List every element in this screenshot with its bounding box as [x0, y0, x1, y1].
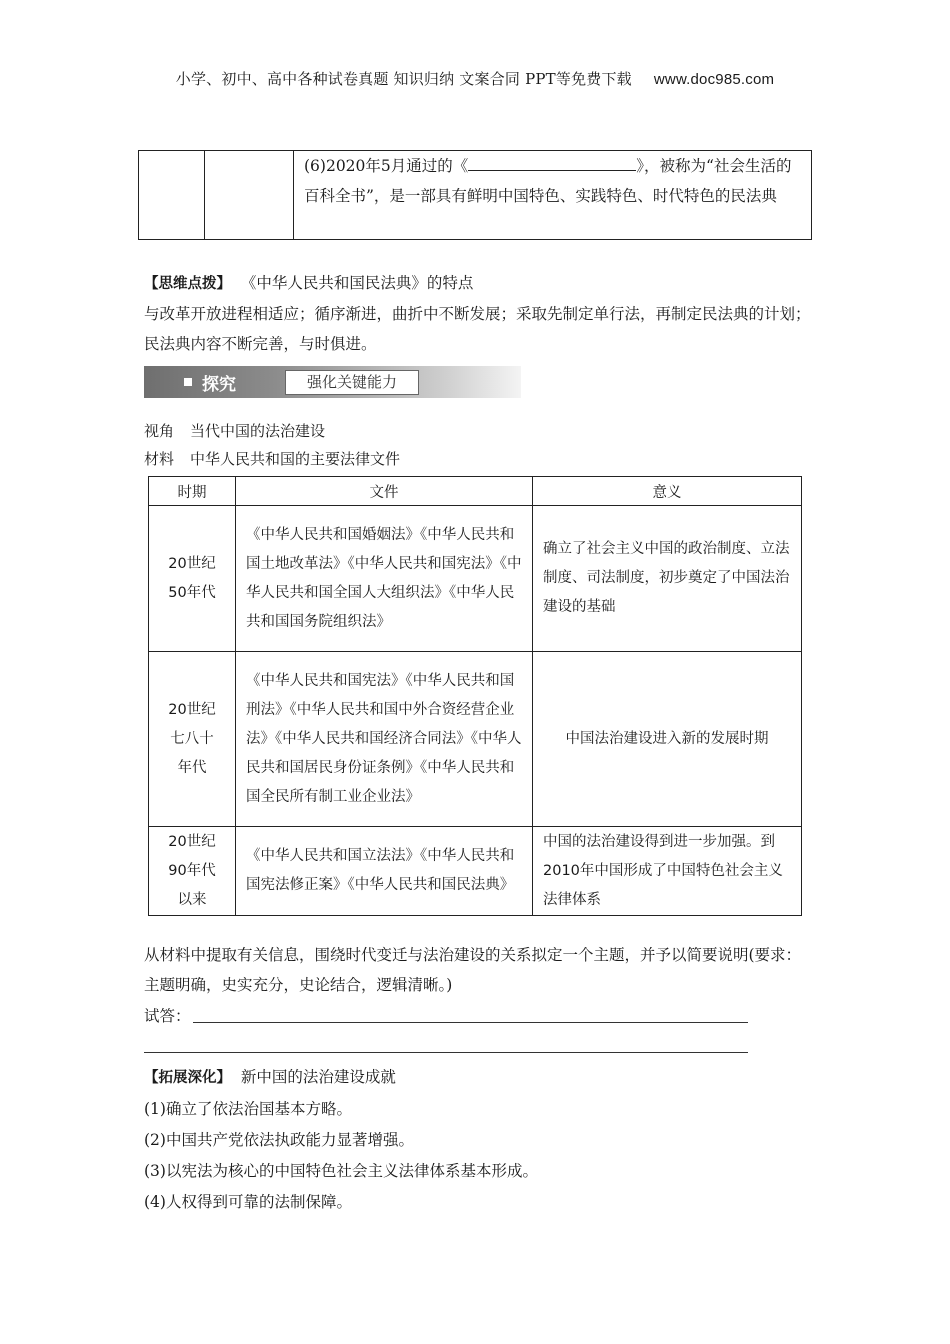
period-text: 20世纪七八十年代 [168, 701, 216, 776]
period-cell [149, 652, 236, 827]
significance-cell: 中国的法治建设得到进一步加强。到2010年中国形成了中国特色社会主义法律体系 [533, 827, 802, 916]
perspective-label: 视角 [144, 422, 175, 440]
header-period: 时期 [149, 477, 236, 506]
table-header-row [149, 477, 802, 506]
expand-title: 新中国的法治建设成就 [240, 1068, 396, 1086]
banner-label: 探究 [202, 375, 236, 395]
law-documents-table [148, 476, 802, 916]
documents-cell: 《中华人民共和国宪法》《中华人民共和国刑法》《中华人民共和国中外合资经营企业法》《中华人民共和国经济合同法》《中华人民共和国居民身份证条例》《中华人民共和国全民所有制工业企业法》 [236, 652, 533, 827]
square-bullet-icon [184, 378, 192, 386]
header-url[interactable]: www.doc985.com [653, 71, 775, 88]
continuation-table [138, 150, 812, 240]
hint-body: 与改革开放进程相适应；循序渐进，曲折中不断发展；采取先制定单行法，再制定民法典的计划；民法典内容不断完善，与时俱进。 [144, 305, 811, 353]
table-row [149, 827, 802, 916]
table-row [149, 652, 802, 827]
period-cell [149, 506, 236, 652]
question-prompt: 从材料中提取有关信息，围绕时代变迁与法治建设的关系拟定一个主题，并予以简要说明(要求：主题明确，史实充分，史论结合，逻辑清晰。) [144, 946, 802, 994]
answer-blank-line[interactable] [193, 1022, 748, 1023]
fill-blank[interactable] [468, 154, 636, 171]
list-item: (1)确立了依法治国基本方略。 [144, 1100, 352, 1118]
list-item: (4)人权得到可靠的法制保障。 [144, 1193, 352, 1211]
header-promo-text: 小学、初中、高中各种试卷真题 知识归纳 文案合同 PPT等免费下载 [175, 70, 632, 88]
header-documents: 文件 [236, 477, 533, 506]
expand-tag: 【拓展深化】 [144, 1070, 231, 1086]
documents-cell: 《中华人民共和国立法法》《中华人民共和国宪法修正案》《中华人民共和国民法典》 [236, 827, 533, 916]
list-item: (3)以宪法为核心的中国特色社会主义法律体系基本形成。 [144, 1162, 538, 1180]
documents-cell: 《中华人民共和国婚姻法》《中华人民共和国土地改革法》《中华人民共和国宪法》《中华人民共和国全国人大组织法》《中华人民共和国国务院组织法》 [236, 506, 533, 652]
thinking-hint [144, 268, 814, 359]
perspective-text: 当代中国的法治建设 [190, 422, 326, 440]
hint-tag: 【思维点拨】 [144, 276, 231, 292]
answer-blank-line[interactable] [144, 1052, 748, 1053]
period-text: 20世纪50年代 [168, 555, 216, 601]
empty-cell [139, 151, 205, 240]
period-text: 20世纪90年代以来 [168, 833, 216, 908]
page-header [0, 68, 950, 89]
empty-cell [205, 151, 294, 240]
fill-text-after: 》，被称为“社会生活的百科全书”，是一部具有鲜明中国特色、实践特色、时代特色的民法典 [304, 157, 792, 205]
period-cell [149, 827, 236, 916]
table-row [149, 506, 802, 652]
list-item: (2)中国共产党依法执政能力显著增强。 [144, 1131, 414, 1149]
section-banner [144, 366, 521, 398]
perspective-line [144, 420, 325, 441]
material-text: 中华人民共和国的主要法律文件 [190, 450, 401, 468]
table-row [139, 151, 812, 240]
expand-section [144, 1062, 814, 1218]
fill-in-cell [294, 151, 812, 240]
significance-cell: 中国法治建设进入新的发展时期 [533, 652, 802, 827]
hint-title: 《中华人民共和国民法典》的特点 [240, 274, 474, 292]
header-significance: 意义 [533, 477, 802, 506]
banner-subtitle: 强化关键能力 [285, 370, 419, 395]
material-line [144, 448, 400, 469]
answer-label: 试答： [144, 1007, 191, 1025]
material-label: 材料 [144, 450, 175, 468]
fill-text-before: (6)2020年5月通过的《 [304, 157, 469, 175]
significance-cell: 确立了社会主义中国的政治制度、立法制度、司法制度，初步奠定了中国法治建设的基础 [533, 506, 802, 652]
